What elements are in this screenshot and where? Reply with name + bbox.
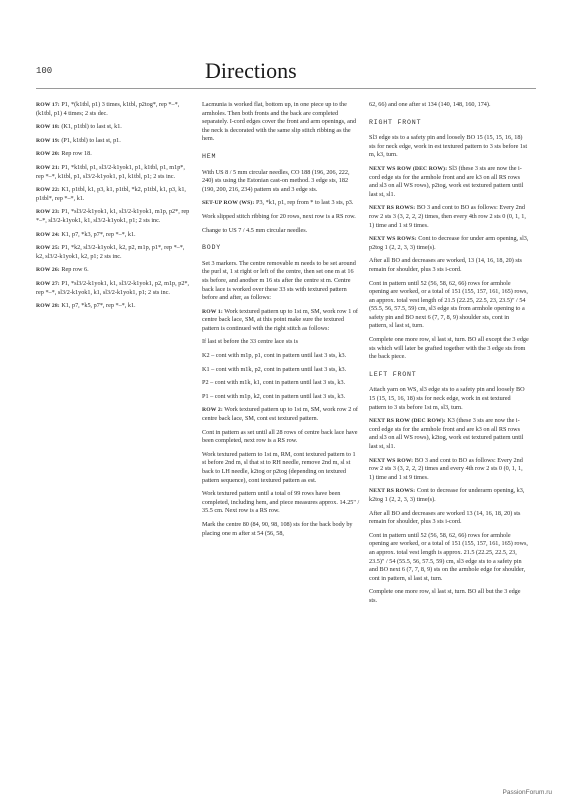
paragraph: Work textured pattern to 1st m, RM, cont textured pattern to 1 st before 2nd m, sl that st to RH needle, remove 2nd m, sl st back to LH needle, k2tog or p2tog (depending on textured pattern sequence), cont textured pattern as est. [202,450,356,484]
paragraph [369,487,529,504]
row-instruction [36,186,193,203]
row-text: P1, *k1tbl, p1, sl3/2-k1yok1, p1, k1tbl, p1, m1p*, rep *–*, k1tbl, p1, sl3/2-k1yok1, p1, k1tbl, p1; 2 sts inc. [36,163,185,180]
row-text: P1, *(k1tbl, p1) 3 times, k1tbl, p2tog*, rep *–*, (k1tbl, p1) 4 times; 2 sts dec. [36,101,180,117]
row-text: Work textured pattern up to 1st m, SM, work row 2 of centre back lace, SM, cont est textured pattern. [202,406,358,423]
row-label: ROW 1: [202,308,223,315]
row-label: ROW 20: [36,151,60,158]
paragraph: Change to US 7 / 4.5 mm circular needles. [202,226,308,234]
paragraph: Set 3 markers. The centre removable m needs to be set around the purl st, 1 st right or left of the centre, then set one m at 16 sts before, and another m 16 sts after the centre st m. Centre back lace is worked over these 33 sts with textured pattern before and after, as follows: [202,259,356,302]
row-label: ROW 19: [36,137,60,144]
paragraph: If last st before the 33 centre lace sts is [202,338,299,346]
column-1 [36,101,193,316]
row-text: P1, *sl3/2-k1yok1, k1, sl3/2-k1yok1, p2, m1p, p2*, rep *–*, sl3/2-k1yok1, k1, sl3/2-k1yok1, p1; 2 sts inc. [36,279,190,296]
row-label: NEXT RS ROWS: [369,488,416,495]
row-text: Work textured pattern up to 1st m, SM, work row 1 of centre back lace, SM, at this point make sure the textured pattern is continued with the right stitch as follows: [202,307,358,332]
paragraph [369,417,529,451]
paragraph: After all BO and decreases are worked 13 (14, 16, 18, 20) sts remain for shoulder, plus 3 sts i-cord. [369,509,521,526]
paragraph [369,235,529,252]
paragraph [369,165,529,199]
row-instruction [36,137,193,146]
paragraph: With US 8 / 5 mm circular needles, CO 188 (196, 206, 222, 240) sts using the Estonian cast-on method. 3 edge sts, 182 (190, 200, 216, 234) pattern sts and 3 edge sts. [202,168,350,193]
row-text: Rep row 6. [59,266,89,274]
intro-paragraph: Lacmunia is worked flat, bottom up, in one piece up to the armholes. Then both fronts and the back are completed separately. I-cord edges cover the front and arm openings, and the neck is decorated with the same slip stitch ribbing as the hem. [202,101,357,143]
row-text: Rep row 18. [59,150,92,158]
paragraph: K2 – cont with m1p, p1, cont in pattern until last 3 sts, k3. [202,352,347,360]
page-number: 100 [36,66,53,76]
row-label: ROW 17: [36,102,60,108]
row-label: ROW 27: [36,280,60,287]
row-text: P1, *k2, sl3/2-k1yok1, k2, p2, m1p, p1*, rep *–*, k2, sl3/2-k1yok1, k2, p1; 2 sts inc. [36,244,185,260]
row-instruction [36,123,193,132]
row-instruction [36,164,193,181]
row-label: ROW 25: [36,245,60,252]
section-heading-right-front: RIGHT FRONT [369,118,422,126]
paragraph [202,199,360,208]
row-label: NEXT RS ROWS: [369,205,416,212]
row-text: K1, p7, *k3, p7*, rep *–*, k1. [59,230,136,238]
paragraph: Cont in pattern until 52 (56, 58, 62, 66) rows for armhole opening are worked, or a total of 151 (155, 157, 161, 165) rows, an approx. total vest length is approx. 21.5 (22.25, 22.5, 23, 23.5)" / 54 (55.5, 56, 57.5, 59) cm, sl3 edge sts to a safety pin and BO next 6 (7, 7, 8, 9) sts on the armhole edge for shoulder, cont in pattern, sl last st, turn. [369,531,528,582]
header-divider [36,88,536,89]
row-text: BO 3 and cont to BO as follows: Every 2nd row 2 sts 3 (3, 2, 2, 2) times, then every 4th row 2 sts 0 (0, 1, 1, 1) time and 1 st 9 times. [369,204,526,229]
paragraph: Mark the centre 80 (84, 90, 98, 108) sts for the back body by placing one m after st 54 (56, 58, [202,520,353,537]
paragraph: Cont in pattern as set until all 28 rows of centre back lace have been completed, next row is a RS row. [202,428,358,445]
row-label: ROW 28: [36,303,60,310]
paragraph: Complete one more row, sl last st, turn. BO all except the 3 edge sts which will later be grafted together with the 3 edge sts from the back piece. [369,336,529,361]
paragraph [369,204,529,230]
row-text: Cont to decrease for underarm opening, k3, k2tog 1 (2, 2, 3, 3) time(s). [369,487,525,503]
paragraph: Attach yarn on WS, sl3 edge sts to a safety pin and loosely BO 15 (15, 15, 16, 18) sts for neck edge, work in est textured pattern to 3 sts before 1st m, sl3, turn. [369,386,525,411]
row-text: P1, *sl3/2-k1yok1, k1, sl3/2-k1yok1, m1p, p2*, rep *–*, sl3/2-k1yok1, k1, sl3/2-k1yok1, p1; 2 sts inc. [36,208,190,224]
paragraph: Complete one more row, sl last st, turn. BO all but the 3 edge sts. [369,588,521,604]
paragraph: K1 – cont with m1k, p2, cont in pattern until last 3 sts, k3. [202,365,347,373]
paragraph: Work slipped stitch ribbing for 20 rows, next row is a RS row. [202,212,356,220]
row-text: Sl3 (these 3 sts are now the i-cord edge sts for the armhole front and are k3 on all RS rows and sl3 on all WS rows), p2tog, work est textured pattern until last st, sl1. [369,164,524,198]
column-2 [202,101,360,543]
row-label: NEXT WS ROW (DEC ROW): [369,165,448,172]
row-instruction [36,231,193,240]
row-label: SET-UP ROW (WS): [202,200,255,207]
row-label: ROW 21: [36,164,60,171]
row-label: ROW 26: [36,267,60,274]
row-text: Cont to decrease for under arm opening, sl3, p2tog 1 (2, 2, 3, 3) time(s). [369,235,529,251]
row-instruction [36,150,193,159]
row-instruction [36,302,193,311]
row-text: K1, p1tbl, k1, p3, k1, p1tbl, *k2, p1tbl, k1, p3, k1, p1tbl*, rep *–*, k1. [36,186,186,202]
page-title: Directions [205,58,297,83]
paragraph: 62, 66) and one after st 134 (140, 148, 160, 174). [369,101,491,108]
row-label: NEXT WS ROWS: [369,236,417,243]
paragraph: P1 – cont with m1p, k2, cont in pattern until last 3 sts, k3. [202,392,346,400]
section-heading-body: BODY [202,244,222,252]
watermark: PassionForum.ru [502,789,552,796]
paragraph [369,457,529,483]
row-text: BO 3 and cont to BO as follows: Every 2nd row 2 sts 3 (3, 2, 2, 2) times and every 4th row 2 sts 0 (0, 1, 1, 1) time and 1 st 9 times. [369,456,523,481]
row-label: NEXT RS ROW (DEC ROW): [369,418,446,425]
row-instruction [36,101,193,118]
row-text: K1, p7, *k5, p7*, rep *–*, k1. [59,302,136,310]
row-instruction [36,244,193,261]
row-text: (P1, k1tbl) to last st, p1. [59,136,121,144]
paragraph [202,308,360,334]
row-label: ROW 24: [36,231,60,238]
row-text: K3 (these 3 sts are now the i-cord edge sts for the armhole front and are k3 on all RS rows and sl3 on all WS rows), k2tog, work est textured pattern until last st, sl1. [369,417,524,450]
row-instruction [36,208,193,225]
paragraph: Work textured pattern until a total of 99 rows have been completed, including hem, and piece measures approx. 14.25" / 35.5 cm. Next row is a RS row. [202,490,360,515]
section-heading-left-front: LEFT FRONT [369,370,417,378]
row-label: NEXT WS ROW: [369,457,414,464]
row-text: P3, *k1, p1, rep from * to last 3 sts, p3. [254,199,354,207]
row-instruction [36,280,193,297]
row-label: ROW 2: [202,407,223,414]
paragraph: P2 – cont with m1k, k1, cont in pattern until last 3 sts, k3. [202,379,346,387]
paragraph: Cont in pattern until 52 (56, 58, 62, 66) rows for armhole opening are worked, or a total of 151 (155, 157, 161, 165) rows, an approx. total vest length of 21.5 (22.25, 22.5, 23, 23.5)" / 54 (55.5, 56, 57.5, 59) cm, sl3 edge sts from armhole opening to a safety pin and BO next 6 (7, 7, 8, 9) shoulder sts, cont in pattern, sl last st, turn. [369,279,528,330]
column-3 [369,101,529,611]
row-text: (K1, p1tbl) to last st, k1. [59,123,122,131]
row-label: ROW 23: [36,209,60,216]
paragraph: After all BO and decreases are worked, 13 (14, 16, 18, 20) sts remain for shoulder, plus 3 sts i-cord. [369,257,522,273]
row-label: ROW 18: [36,124,60,131]
row-label: ROW 22: [36,187,60,194]
paragraph: Sl3 edge sts to a safety pin and loosely BO 15 (15, 15, 16, 18) sts for neck edge, work in est textured pattern to 3 sts before 1st m, k3, turn. [369,134,528,159]
row-instruction [36,266,193,275]
section-heading-hem: HEM [202,152,217,160]
paragraph [202,406,360,423]
